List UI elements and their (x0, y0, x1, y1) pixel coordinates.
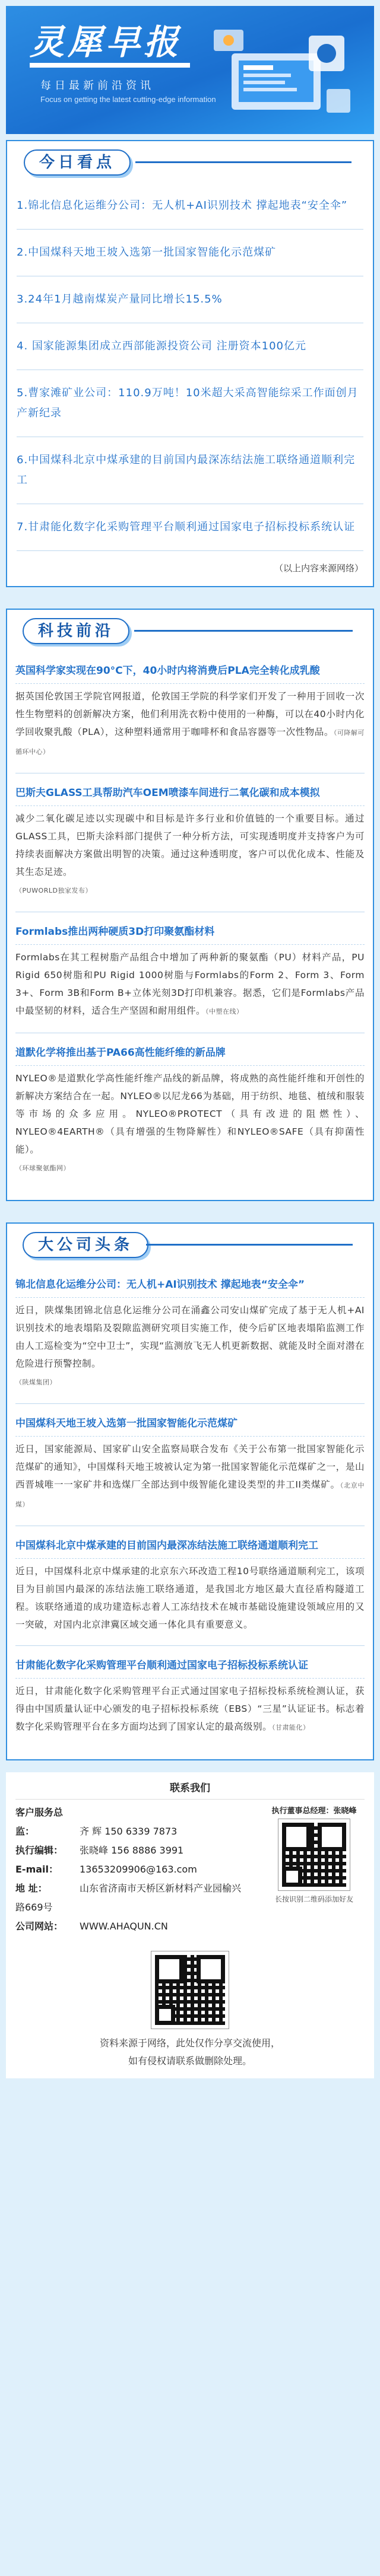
headline-item[interactable]: 2.中国煤科天地王坡入选第一批国家智能化示范煤矿 (17, 230, 363, 276)
headline-item[interactable]: 6.中国煤科北京中煤承建的目前国内最深冻结法施工联络通道顺利完工 (17, 437, 363, 504)
headline-item[interactable]: 7.甘肃能化数字化采购管理平台顺利通过国家电子招标投标系统认证 (17, 504, 363, 551)
qr-code-icon[interactable] (278, 1819, 350, 1890)
article-body: Formlabs在其工程树脂产品组合中增加了两种新的聚氨酯（PU）材料产品，PU Rigid 650树脂和PU Rigid 1000树脂与Formlabs的Form 2、Form 3、Form 3+、Form 3B和Form B+立体光刻3D打印机兼容。据悉，它们是Formlabs产品中最坚韧的材料，适合生产坚固和耐用组件。（中塑在线） (15, 952, 365, 1016)
article-card (15, 651, 365, 773)
company-headlines-section (6, 1222, 374, 1760)
article-title[interactable]: 锦北信息化运维分公司：无人机+AI识别技术 撑起地表“安全伞” (15, 1276, 365, 1298)
article-body: 近日，陕煤集团锦北信息化运维分公司在涌鑫公司安山煤矿完成了基于无人机+AI识别技术的地表塌陷及裂隙监测研究项目实施工作，使今后矿区地表塌陷监测工作由人工巡检变为“空中卫士”，实现“监测放飞无人机更新数据、就能及时全面对潜在危险进行预警控制。 （陕煤集团） (15, 1305, 365, 1386)
section-title-today: 今日看点 (24, 149, 131, 176)
brand-logo: 灵犀早报 (30, 22, 182, 62)
qr-label: 执行董事总经理：张晓峰 (271, 1807, 357, 1816)
article-source: （可降解可循环中心） (15, 729, 365, 756)
banner-tagline: Focus on getting the latest cutting-edge information (40, 95, 216, 104)
headline-item[interactable]: 1.锦北信息化运维分公司：无人机+AI识别技术 撑起地表“安全伞” (17, 183, 363, 230)
article-body: 据英国伦敦国王学院官网报道，伦敦国王学院的科学家们开发了一种用于回收一次性生物塑料的创新解决方案，他们利用洗衣粉中使用的一种酶，可以在40小时内化学回收聚乳酸（PLA），这种塑料通常用于咖啡杯和食品容器等一次性物品。（可降解可循环中心） (15, 691, 365, 756)
headline-item[interactable]: 3.24年1月越南煤炭产量同比增长15.5% (17, 276, 363, 323)
qr-caption: 长按识别二维码添加好友 (274, 1895, 353, 1903)
section-title-tech: 科技前沿 (23, 618, 129, 644)
article-card (15, 1526, 365, 1646)
editor-phone[interactable]: 张晓峰 156 8886 3991 (80, 1845, 184, 1856)
headline-item[interactable]: 5.曹家滩矿业公司：110.9万吨！10米超大采高智能综采工作面创月产新纪录 (17, 370, 363, 437)
disclaimer: 资料来源于网络，此处仅作分享交流使用， 如有侵权请联系做删除处理。 (6, 2034, 374, 2078)
article-source: （中塑在线） (205, 1008, 243, 1015)
article-source: （陕煤集团） (15, 1378, 56, 1386)
article-source: （北京中煤） (15, 1482, 365, 1508)
article-source: （环球聚氨酯网） (15, 1164, 70, 1172)
qr-code-icon[interactable] (151, 1951, 229, 2029)
headline-item[interactable]: 4. 国家能源集团成立西部能源投资公司 注册资本100亿元 (17, 323, 363, 370)
article-card (15, 773, 365, 912)
article-body: 近日，国家能源局、国家矿山安全监察局联合发布《关于公布第一批国家智能化示范煤矿的通知》，中国煤科天地王坡被认定为第一批国家智能化示范煤矿之一，是山西晋城唯一一家矿井和选煤厂全部达到中级智能化建设类型的井工II类煤矿。（北京中煤） (15, 1444, 365, 1508)
article-body: 近日，甘肃能化数字化采购管理平台正式通过国家电子招标投标系统检测认证，获得由中国质量认证中心颁发的电子招标投标系统（EBS）“三星”认证证书。标志着数字化采购管理平台在多方面均达到了国家认定的最高级别。（甘肃能化） (15, 1686, 365, 1732)
website-link[interactable]: WWW.AHAQUN.CN (80, 1921, 168, 1932)
article-body: 减少二氧化碳足迹以实现碳中和目标是许多行业和价值链的一个重要目标。通过GLASS工具，巴斯夫涂料部门提供了一种分析方法，可实现透明度并支持客户为可持续表面解决方案做出明智的决策。通过这种透明度，客户可以优化成本、性能及其生态足迹。 （PUWORLD独家发布） (15, 813, 365, 894)
today-highlights-section (6, 140, 374, 587)
article-card (15, 1404, 365, 1526)
service-phone[interactable]: 150 6339 7873 (104, 1826, 178, 1837)
source-note: （以上内容来源网络） (274, 563, 363, 574)
header-banner (6, 6, 374, 134)
bottom-qr-area (6, 1942, 374, 2034)
tech-illustration-icon (208, 18, 356, 125)
article-card (15, 1646, 365, 1749)
article-card (15, 1033, 365, 1189)
banner-subtitle: 每日最新前沿资讯 (40, 79, 154, 92)
article-title[interactable]: 道默化学将推出基于PA66高性能纤维的新品牌 (15, 1044, 365, 1066)
article-title[interactable]: 中国煤科天地王坡入选第一批国家智能化示范煤矿 (15, 1415, 365, 1437)
qr-code-box (264, 1804, 365, 1905)
article-card (15, 1265, 365, 1404)
article-title[interactable]: 中国煤科北京中煤承建的目前国内最深冻结法施工联络通道顺利完工 (15, 1537, 365, 1559)
article-title[interactable]: 巴斯夫GLASS工具帮助汽车OEM喷漆车间进行二氧化碳和成本模拟 (15, 784, 365, 806)
email-link[interactable]: 13653209906@163.com (80, 1864, 197, 1875)
contact-section: 联系我们 客户服务总监： 齐 辉 150 6339 7873 执行编辑： 张晓峰 156 8886 3991 E-mail： 13653209906@163.com 地 址： 山东省济南市天桥区新材料产业园榆兴路669号 公司网站： WWW.AHAQUN.CN 执行董事总经理：张晓峰 长按识别二维码添加好友 (6, 1772, 374, 1942)
address-text: 山东省济南市天桥区新材料产业园榆兴路669号 (15, 1883, 242, 1913)
article-source: （PUWORLD独家发布） (15, 887, 92, 894)
article-title[interactable]: Formlabs推出两种硬质3D打印聚氨酯材料 (15, 923, 365, 945)
article-source: （甘肃能化） (272, 1724, 310, 1731)
article-title[interactable]: 甘肃能化数字化采购管理平台顺利通过国家电子招标投标系统认证 (15, 1657, 365, 1679)
logo-underline (30, 63, 190, 68)
contact-title: 联系我们 (15, 1779, 365, 1800)
tech-frontier-section (6, 609, 374, 1201)
article-title[interactable]: 英国科学家实现在90°C下，40小时内将消费后PLA完全转化成乳酸 (15, 662, 365, 684)
section-title-company: 大公司头条 (23, 1232, 148, 1258)
article-body: NYLEO®是道默化学高性能纤维产品线的新品牌，将成熟的高性能纤维和开创性的新解决方案结合在一起。NYLEO®以尼龙66为基础，用于纺织、地毯、植绒和服装等市场的众多应用。NYLEO®PROTECT（具有改进的阻燃性）、NYLEO®4EARTH®（具有增强的生物降解性）和NYLEO®SAFE（具有抑菌性能）。 （环球聚氨酯网） (15, 1073, 365, 1172)
article-card (15, 912, 365, 1033)
article-body: 近日，中国煤科北京中煤承建的北京东六环改造工程10号联络通道顺利完工，该项目为目前国内最深的冻结法施工联络通道，是我国北方地区最大直径盾构隧道工程。该联络通道的成功建造标志着人工冻结技术在城市基础设施建设领域应用的又一突破，对国内北京津冀区域交通一体化具有重要意义。 (15, 1566, 365, 1630)
